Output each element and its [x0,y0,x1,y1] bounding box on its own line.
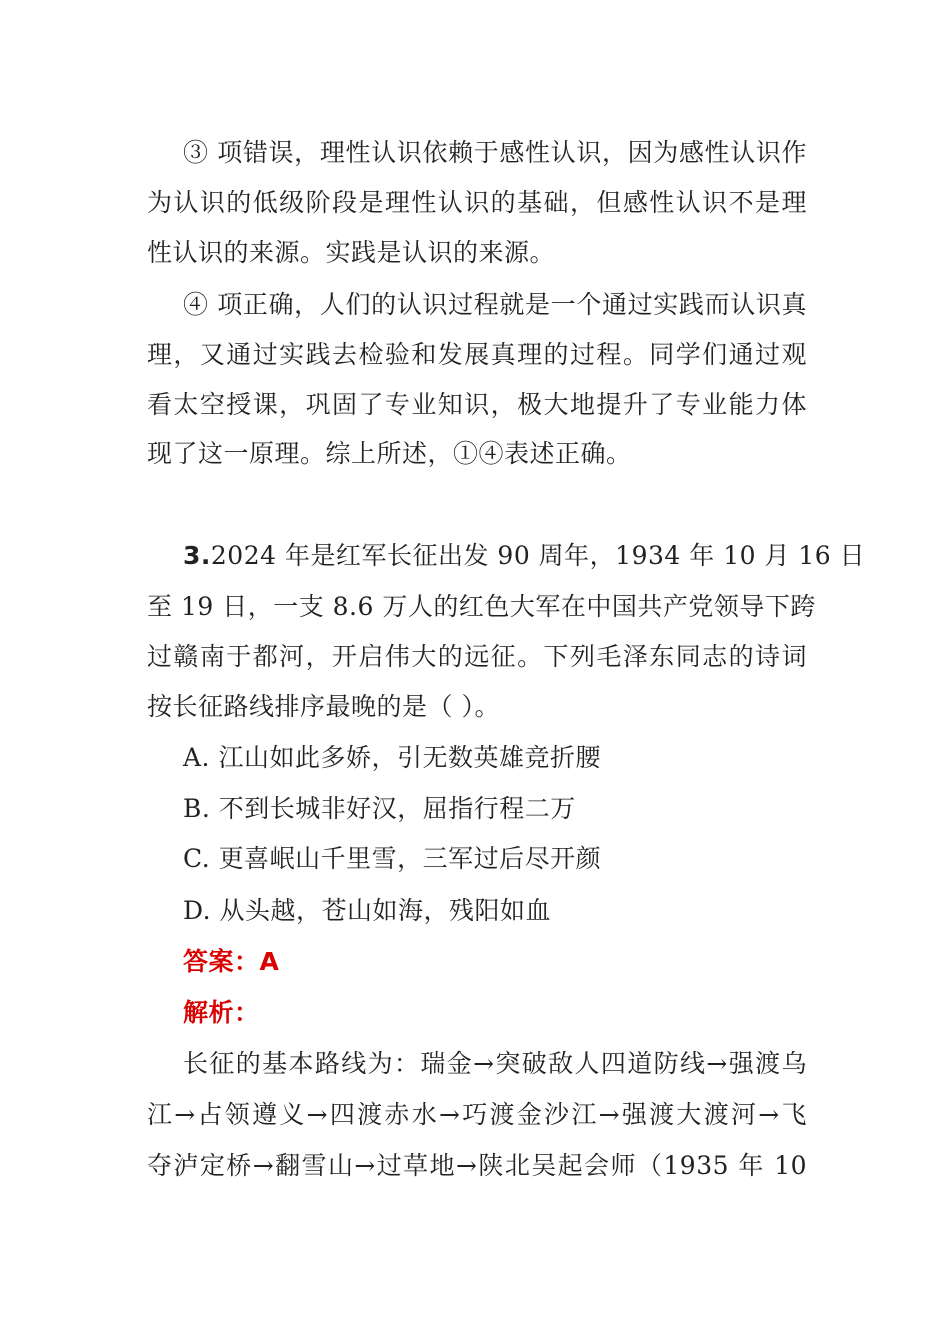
analysis-line-2: 江→占领遵义→四渡赤水→巧渡金沙江→强渡大渡河→飞 [147,1100,807,1129]
paragraph-3-line-3: 性认识的来源。实践是认识的来源。 [147,238,556,267]
paragraph-3-line-2: 为认识的低级阶段是理性认识的基础，但感性认识不是理 [147,188,807,217]
paragraph-4-line-3: 看太空授课，巩固了专业知识，极大地提升了专业能力体 [147,390,807,419]
question-line-1 [183,539,866,573]
paragraph-4-line-4: 现了这一原理。综上所述，①④表述正确。 [147,439,632,468]
option-c: C. 更喜岷山千里雪，三军过后尽开颜 [183,844,602,873]
answer-label: 答案：A [183,947,280,976]
option-d: D. 从头越，苍山如海，残阳如血 [183,896,552,925]
question-line-3: 过赣南于都河，开启伟大的远征。下列毛泽东同志的诗词 [147,642,807,671]
paragraph-4-line-1: ④ 项正确，人们的认识过程就是一个通过实践而认识真 [183,290,807,319]
question-line-4: 按长征路线排序最晚的是（ ）。 [147,692,500,721]
option-b: B. 不到长城非好汉，屈指行程二万 [183,794,576,823]
question-line-2: 至 19 日，一支 8.6 万人的红色大军在中国共产党领导下跨 [147,592,816,621]
analysis-label: 解析： [183,998,260,1027]
question-number: 3. [183,541,211,570]
question-line-1-text: 2024 年是红军长征出发 90 周年，1934 年 10 月 16 日 [210,541,866,570]
analysis-line-3: 夺泸定桥→翻雪山→过草地→陕北吴起会师（1935 年 10 [147,1151,807,1180]
paragraph-4-line-2: 理，又通过实践去检验和发展真理的过程。同学们通过观 [147,340,807,369]
option-a: A. 江山如此多娇，引无数英雄竞折腰 [183,743,601,772]
paragraph-3-line-1: ③ 项错误，理性认识依赖于感性认识，因为感性认识作 [183,138,807,167]
analysis-line-1: 长征的基本路线为：瑞金→突破敌人四道防线→强渡乌 [183,1049,807,1078]
